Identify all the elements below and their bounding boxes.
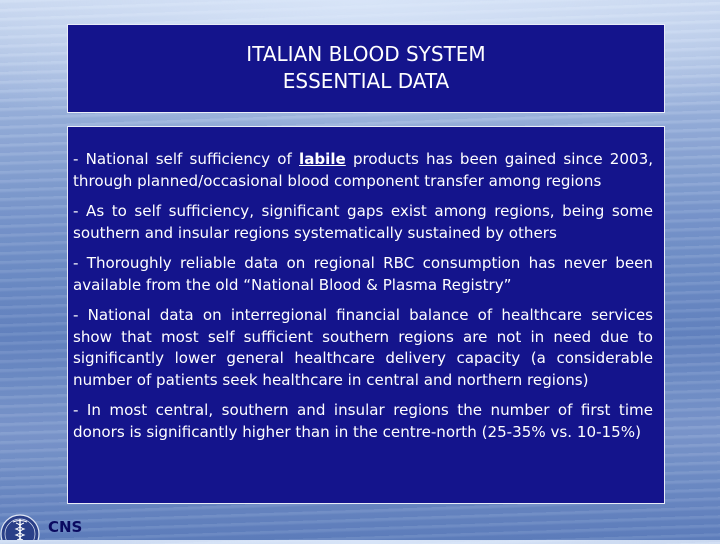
paragraph-1-after: products has been gained since 2003, through planned/occasional blood component transfer among regions	[73, 150, 653, 190]
content-box	[67, 126, 665, 504]
paragraph-gaps: - As to self sufficiency, significant gaps exist among regions, being some southern and insular regions systematically sustained by others	[73, 202, 653, 242]
title-line-1: ITALIAN BLOOD SYSTEM	[246, 42, 486, 66]
paragraph-financial-balance: - National data on interregional financial balance of healthcare services show that most self sufficient southern regions are not in need due to significantly lower general healthcare delivery capacity (a considerable number of patients seek healthcare in central and northern regions)	[73, 306, 653, 389]
caduceus-seal-icon	[0, 510, 42, 540]
paragraph-first-time-donors: - In most central, southern and insular regions the number of first time donors is significantly higher than in the centre-north (25-35% vs. 10-15%)	[73, 401, 653, 441]
paragraph-1-before: - National self sufficiency of	[73, 150, 300, 168]
paragraph-rbc-data: - Thoroughly reliable data on regional RBC consumption has never been available from the old “National Blood & Plasma Registry”	[73, 254, 653, 294]
paragraph-self-sufficiency	[73, 149, 653, 192]
title-box	[67, 24, 665, 113]
cns-label: CNS	[48, 518, 83, 536]
labile-highlight: labile	[299, 150, 346, 168]
title-line-2: ESSENTIAL DATA	[282, 69, 450, 93]
